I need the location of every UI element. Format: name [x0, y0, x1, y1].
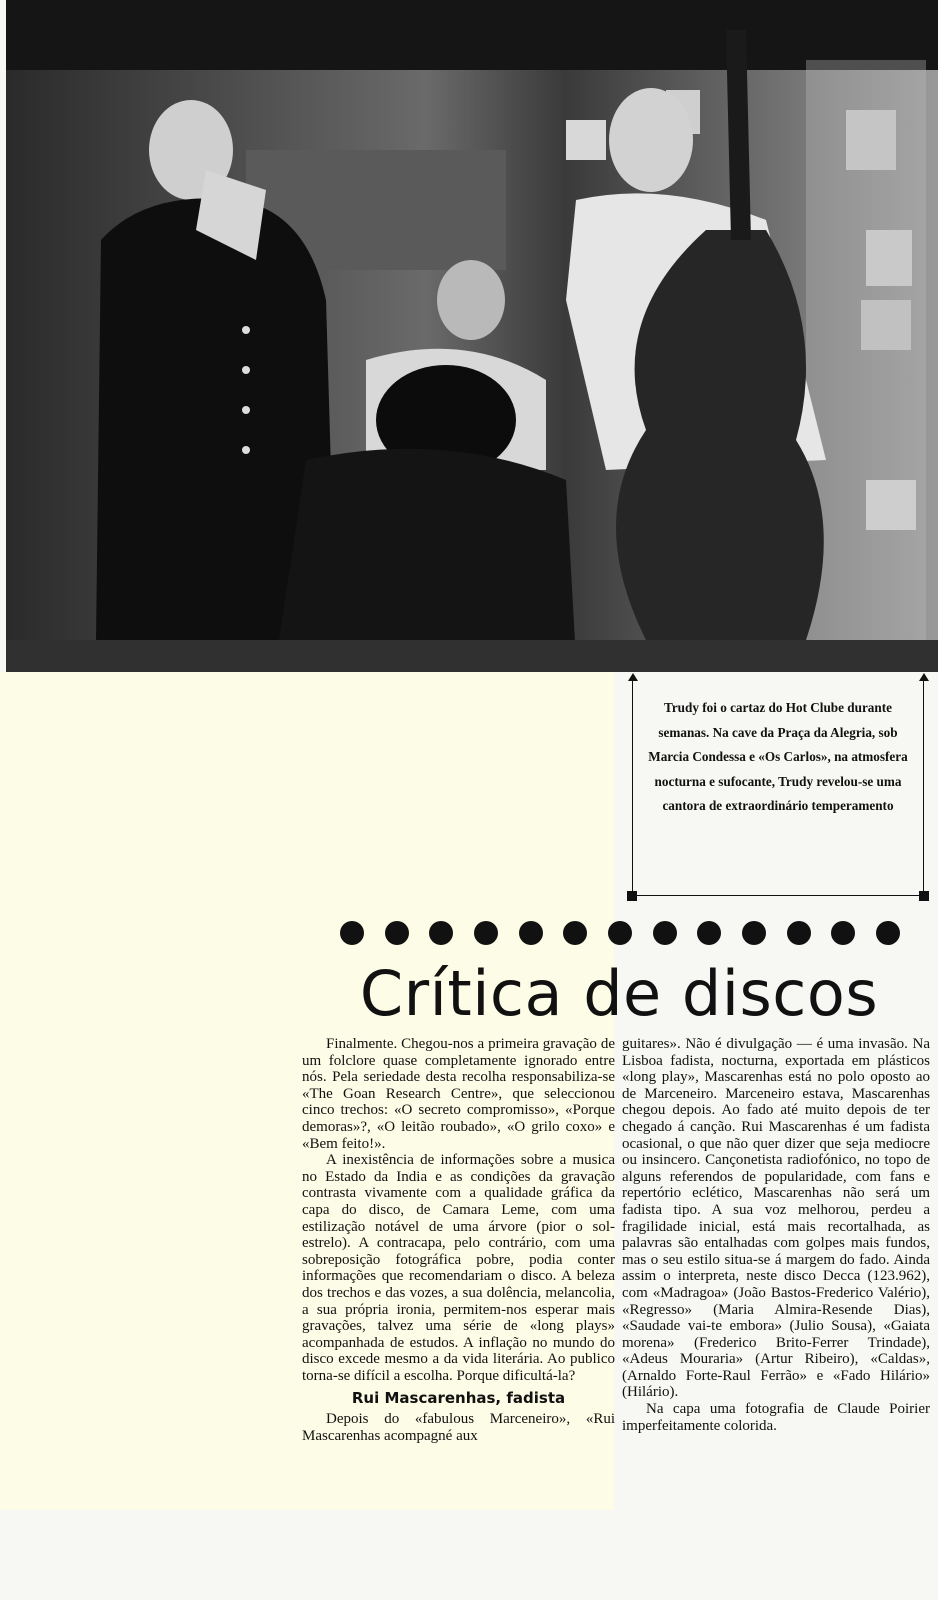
dot-icon	[474, 921, 498, 945]
caption-rule-bottom	[632, 895, 924, 896]
dot-icon	[876, 921, 900, 945]
dot-icon	[831, 921, 855, 945]
square-marker-icon	[919, 891, 929, 901]
arrow-up-icon	[628, 673, 638, 681]
paragraph: Depois do «fabulous Marceneiro», «Rui Mascarenhas acompagné aux	[302, 1411, 615, 1444]
dot-icon	[787, 921, 811, 945]
paragraph: A inexistência de informações sobre a musica no Estado da India e as condições da gravação contrasta vivamente com a qualidade gráfica da capa do disco, de Camara Leme, com uma estilização notável de uma árvore (pior o sol-estrelo). A contracapa, pelo contrário, com uma sobreposição fotográfica pobre, podia conter informações que recomendariam o disco. A beleza dos trechos e das vozes, a sua dolência, melancolia, a sua própria ironia, permitem-nos esperar mais gravações, talvez uma série de «long plays» acompanhada de estudos. A inflação no mundo do disco excede mesmo a da vida literária. Ao publico torna-se difícil a escolha. Porque dificultá-la?	[302, 1152, 615, 1384]
dot-icon	[429, 921, 453, 945]
article-column-2	[622, 1036, 930, 1434]
photo-icon	[6, 0, 938, 672]
square-marker-icon	[627, 891, 637, 901]
dot-icon	[608, 921, 632, 945]
dot-divider	[340, 913, 900, 953]
paragraph: Finalmente. Chegou-nos a primeira gravação de um folclore quase completamente ignorado entre nós. Pela seriedade desta recolha responsabiliza-se «The Goan Research Centre», que seleccionou cinco trechos: «O secreto compromisso», «Porque demoras»?, «O leitão roubado», «O grilo coxo» e «Bem feito!».	[302, 1036, 615, 1152]
dot-icon	[697, 921, 721, 945]
article-column-1	[302, 1036, 615, 1444]
paragraph: guitares». Não é divulgação — é uma invasão. Na Lisboa fadista, nocturna, exportada em plásticos «long play», Mascarenhas está no polo oposto ao de Marceneiro. Marceneiro estava, Mascarenhas chegou depois. Ao fado até muito depois de ter chegado á canção. Rui Mascarenhas é um fadista ocasional, o que não quer dizer que seja mediocre ou insincero. Cançonetista radiofónico, no topo de alguns referendos de popularidade, com fans e repertório eclético, Mascarenhas não será um fadista tipo. A sua voz melhorou, perdeu a fragilidade inicial, está mais recortalhada, as palavras são entalhadas com golpes mais fundos, mas o seu estilo situa-se á margem do fado. Ainda assim o interpreta, neste disco Decca (123.962), com «Madragoa» (João Bastos-Frederico Valério), «Regresso» (Maria Almira-Resende Dias), «Saudade vai-te embora» (Julio Sousa), «Gaiata morena» (Frederico Brito-Ferrer Trindade), «Adeus Mouraria» (Artur Ribeiro), «Caldas», (Arnaldo Forte-Raul Ferrão» e «Fado Hilário» (Hilário).	[622, 1036, 930, 1401]
arrow-up-icon	[919, 673, 929, 681]
caption-rule-right	[923, 676, 924, 896]
photo-caption-box	[632, 676, 924, 896]
concert-photo	[6, 0, 938, 672]
photo-caption: Trudy foi o cartaz do Hot Clube durante semanas. Na cave da Praça da Alegria, sob Marcia Condessa e «Os Carlos», na atmosfera nocturna e sufocante, Trudy revelou-se uma cantora de extraordinário temperamento	[648, 700, 908, 814]
dot-icon	[519, 921, 543, 945]
dot-icon	[742, 921, 766, 945]
dot-icon	[653, 921, 677, 945]
article-headline: Crítica de discos	[359, 957, 879, 1030]
caption-rule-left	[632, 676, 633, 896]
paragraph: Na capa uma fotografia de Claude Poirier imperfeitamente colorida.	[622, 1401, 930, 1434]
dot-icon	[563, 921, 587, 945]
dot-icon	[340, 921, 364, 945]
dot-icon	[385, 921, 409, 945]
section-subheading: Rui Mascarenhas, fadista	[351, 1389, 566, 1408]
